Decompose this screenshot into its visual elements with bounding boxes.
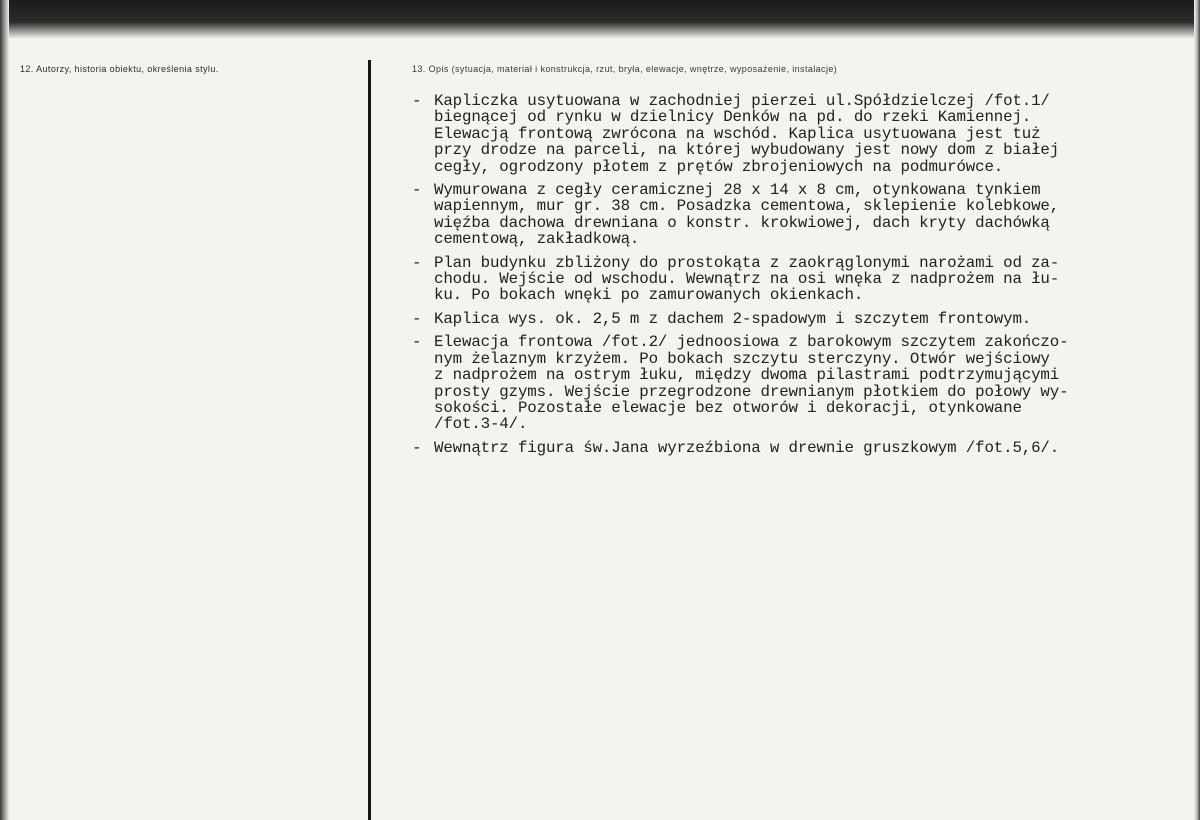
text-line: Plan budynku zbliżony do prostokąta z zaokrąglonymi narożami od za- — [434, 253, 1060, 272]
left-column-header: 12. Autorzy, historia obiektu, określenia stylu. — [20, 64, 219, 74]
text-line: chodu. Wejście od wschodu. Wewnątrz na osi wnęka z nadprożem na łu- — [434, 270, 1060, 289]
bullet-dash: - — [412, 309, 422, 328]
paragraph-item — [412, 440, 1132, 456]
text-line: prosty gzyms. Wejście przegrodzone drewnianym płotkiem do połowy wy- — [434, 382, 1069, 401]
text-line: wapiennym, mur gr. 38 cm. Posadzka cementowa, sklepienie kolebkowe, — [434, 197, 1060, 216]
text-line: Wewnątrz figura św.Jana wyrzeźbiona w drewnie gruszkowym /fot.5,6/. — [434, 438, 1060, 457]
bullet-dash: - — [412, 333, 422, 352]
scan-right-border — [1194, 0, 1200, 820]
text-line: cegły, ogrodzony płotem z prętów zbrojeniowych na podmurówce. — [434, 157, 1004, 176]
right-column-header: 13. Opis (sytuacja, materiał i konstrukcja, rzut, bryła, elewacje, wnętrze, wyposażenie, instalacje) — [412, 64, 838, 74]
text-line: z nadprożem na ostrym łuku, między dwoma pilastrami podtrzymującymi — [434, 366, 1060, 385]
scan-top-border — [0, 0, 1200, 38]
text-line: Kapliczka usytuowana w zachodniej pierzei ul.Spółdzielczej /fot.1/ — [434, 92, 1050, 110]
text-line: więźba dachowa drewniana o konstr. krokwiowej, dach kryty dachówką — [434, 213, 1050, 232]
text-line: Wymurowana z cegły ceramicznej 28 x 14 x 8 cm, otynkowana tynkiem — [434, 181, 1041, 200]
text-line: nym żelaznym krzyżem. Po bokach szczytu sterczyny. Otwór wejściowy — [434, 349, 1050, 368]
text-line: przy drodze na parceli, na której wybudowany jest nowy dom z białej — [434, 141, 1060, 160]
paragraph-item — [412, 311, 1132, 327]
text-line: sokości. Pozostałe elewacje bez otworów i dekoracji, otynkowane — [434, 398, 1022, 417]
paragraph-item — [412, 255, 1132, 304]
text-line: biegnącej od rynku w dzielnicy Denków na pd. do rzeki Kamiennej. — [434, 108, 1032, 127]
paragraph-item — [412, 334, 1132, 432]
column-divider — [368, 60, 371, 820]
description-text — [412, 93, 1132, 463]
text-line: Elewacja frontowa /fot.2/ jednoosiowa z barokowym szczytem zakończo- — [434, 333, 1069, 352]
paragraph-item — [412, 93, 1132, 175]
text-line: Kaplica wys. ok. 2,5 m z dachem 2-spadowym i szczytem frontowym. — [434, 309, 1032, 328]
bullet-dash: - — [412, 438, 422, 457]
text-line: Elewacją frontową zwrócona na wschód. Kaplica usytuowana jest tuż — [434, 124, 1041, 143]
text-line: cementową, zakładkową. — [434, 230, 640, 249]
paragraph-item — [412, 182, 1132, 248]
bullet-dash: - — [412, 92, 422, 110]
text-line: /fot.3-4/. — [434, 415, 528, 434]
bullet-dash: - — [412, 181, 422, 200]
text-line: ku. Po bokach wnęki po zamurowanych okienkach. — [434, 286, 864, 305]
bullet-dash: - — [412, 253, 422, 272]
scan-left-border — [0, 0, 9, 820]
